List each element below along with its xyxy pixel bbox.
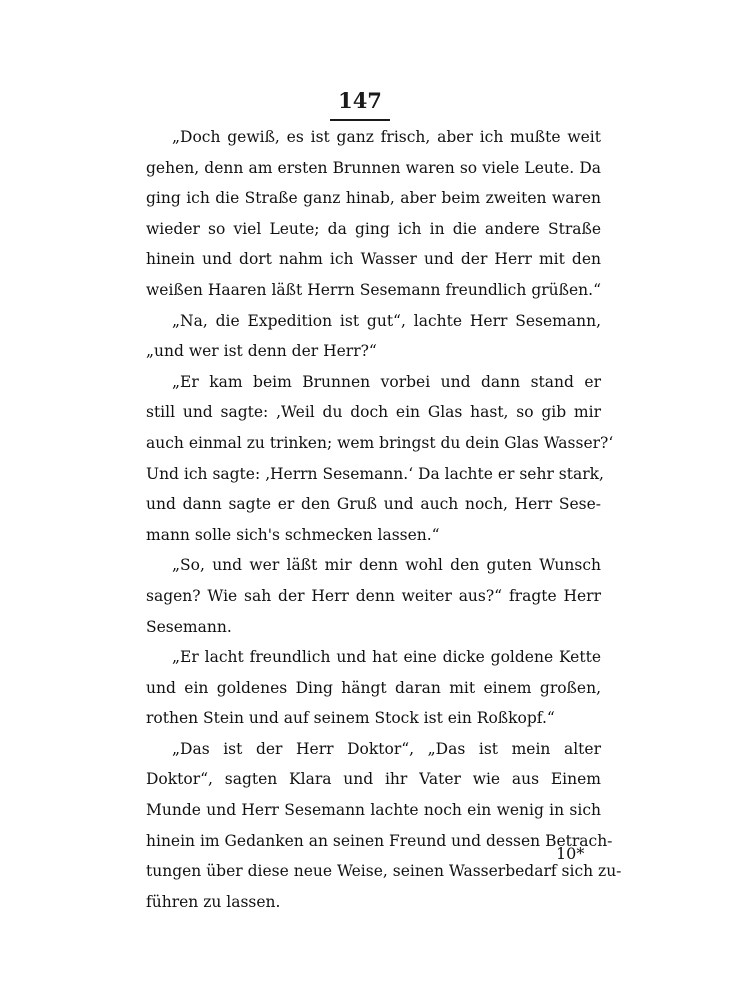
text-line: „Doch gewiß, es ist ganz frisch, aber ich mußte weit (172, 128, 601, 146)
paragraph (146, 306, 601, 367)
header-rule (330, 119, 390, 121)
text-line: führen zu lassen. (146, 892, 281, 911)
signature-mark: 10* (556, 844, 585, 863)
text-line: „Das ist der Herr Doktor“, „Das ist mein alter (172, 739, 601, 758)
text-line: ging ich die Straße ganz hinab, aber beim zweiten waren (146, 189, 601, 208)
text-line: sagen? Wie sah der Herr denn weiter aus?“ fragte Herr (146, 586, 601, 605)
paragraph (146, 734, 622, 918)
paragraph (146, 367, 614, 551)
text-line: „Na, die Expedition ist gut“, lachte Herr Sesemann, (172, 311, 601, 330)
paragraph (146, 122, 601, 306)
text-line: hinein im Gedanken an seinen Freund und dessen Betrach- (146, 831, 613, 850)
text-line: hinein und dort nahm ich Wasser und der Herr mit den (146, 250, 601, 269)
text-line: mann solle sich's schmecken lassen.“ (146, 525, 440, 544)
text-line: „Er kam beim Brunnen vorbei und dann stand er (172, 372, 601, 391)
text-line: tungen über diese neue Weise, seinen Wasserbedarf sich zu- (146, 862, 622, 881)
text-line: gehen, denn am ersten Brunnen waren so viele Leute. Da (146, 158, 601, 177)
text-line: und dann sagte er den Gruß und auch noch, Herr Sese- (146, 495, 601, 514)
text-line: „So, und wer läßt mir denn wohl den guten Wunsch (172, 556, 601, 575)
text-line: Und ich sagte: ‚Herrn Sesemann.‘ Da lachte er sehr stark, (146, 464, 604, 483)
text-line: „Er lacht freundlich und hat eine dicke goldene Kette (172, 648, 601, 667)
text-line: und ein goldenes Ding hängt daran mit einem großen, (146, 678, 601, 697)
text-line: rothen Stein und auf seinem Stock ist ein Roßkopf.“ (146, 709, 555, 728)
text-line: „und wer ist denn der Herr?“ (146, 342, 377, 361)
text-line: wieder so viel Leute; da ging ich in die andere Straße (146, 219, 601, 238)
paragraph (146, 642, 601, 734)
paragraph (146, 550, 601, 642)
text-line: still und sagte: ‚Weil du doch ein Glas hast, so gib mir (146, 403, 601, 422)
text-line: auch einmal zu trinken; wem bringst du dein Glas Wasser?‘ (146, 433, 614, 452)
text-line: Munde und Herr Sesemann lachte noch ein wenig in sich (146, 801, 601, 820)
page-number: 147 (338, 88, 382, 113)
text-line: Sesemann. (146, 617, 232, 636)
text-line: weißen Haaren läßt Herrn Sesemann freundlich grüßen.“ (146, 280, 601, 299)
text-line: Doktor“, sagten Klara und ihr Vater wie aus Einem (146, 770, 601, 789)
body-text (146, 122, 622, 917)
